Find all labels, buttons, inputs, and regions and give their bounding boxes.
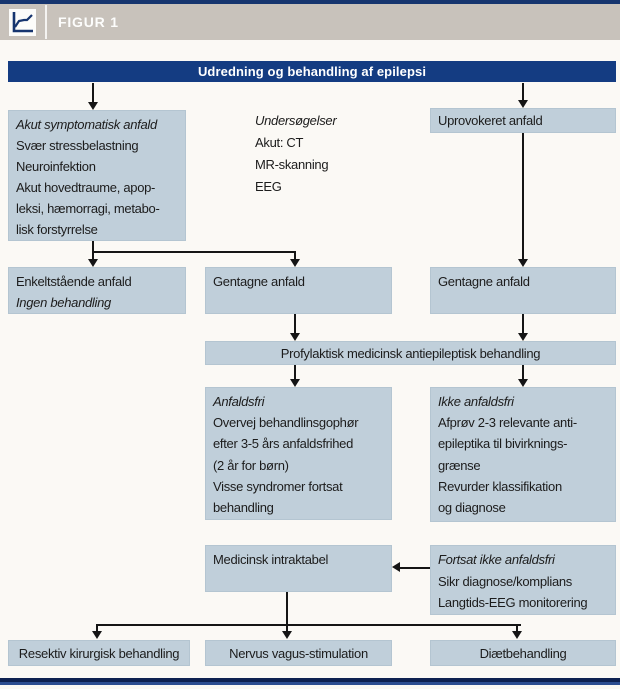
bottom-rule-blue bbox=[0, 682, 620, 685]
node-heading: Fortsat ikke anfaldsfri bbox=[438, 552, 555, 567]
node-line: Afprøv 2-3 relevante anti- bbox=[438, 415, 577, 431]
arrow-down-icon bbox=[518, 259, 528, 267]
flow-line bbox=[522, 314, 524, 333]
header-separator bbox=[45, 5, 47, 39]
node-heading: Ikke anfaldsfri bbox=[438, 394, 514, 409]
arrow-down-icon bbox=[290, 379, 300, 387]
node-line: og diagnose bbox=[438, 500, 506, 516]
node-heading: Akut symptomatisk anfald bbox=[16, 117, 157, 132]
flow-line bbox=[92, 251, 94, 259]
text-line: MR-skanning bbox=[255, 157, 329, 172]
node-line: grænse bbox=[438, 457, 481, 473]
arrow-left-icon bbox=[392, 562, 400, 572]
node-fortsat-ikke-anfaldsfri bbox=[430, 545, 616, 615]
node-label: Profylaktisk medicinsk antiepileptisk behandling bbox=[280, 346, 541, 361]
node-diaetbehandling bbox=[430, 640, 616, 666]
flow-line bbox=[522, 83, 524, 100]
flow-line bbox=[522, 365, 524, 379]
flow-line bbox=[96, 624, 521, 626]
arrow-down-icon bbox=[282, 631, 292, 639]
flow-line bbox=[522, 133, 524, 259]
node-line: (2 år for børn) bbox=[213, 457, 289, 473]
node-label: Uprovokeret anfald bbox=[438, 113, 543, 128]
arrow-down-icon bbox=[92, 631, 102, 639]
node-label: Gentagne anfald bbox=[438, 274, 530, 289]
node-line: efter 3-5 års anfaldsfrihed bbox=[213, 436, 354, 452]
node-heading: Anfaldsfri bbox=[213, 394, 265, 409]
node-line: lisk forstyrrelse bbox=[16, 222, 98, 237]
node-label: Diætbehandling bbox=[479, 646, 567, 661]
node-line: Svær stressbelastning bbox=[16, 138, 139, 153]
arrow-down-icon bbox=[290, 333, 300, 341]
text-line: EEG bbox=[255, 179, 282, 194]
flow-line bbox=[294, 365, 296, 379]
node-line: Sikr diagnose/komplians bbox=[438, 573, 573, 589]
node-label: Resektiv kirurgisk behandling bbox=[18, 646, 180, 661]
node-anfaldsfri bbox=[205, 387, 392, 520]
node-enkeltstaende-anfald bbox=[8, 267, 186, 314]
flow-line bbox=[294, 251, 296, 259]
node-line: Langtids-EEG monitorering bbox=[438, 595, 588, 610]
arrow-down-icon bbox=[290, 259, 300, 267]
arrow-down-icon bbox=[512, 631, 522, 639]
node-line: Visse syndromer fortsat bbox=[213, 478, 343, 494]
node-line: Overvej behandlinsgophør bbox=[213, 415, 359, 431]
node-label: Enkeltstående anfald bbox=[16, 274, 132, 289]
node-nervus-vagus bbox=[205, 640, 392, 666]
arrow-down-icon bbox=[518, 100, 528, 108]
flow-line bbox=[286, 592, 288, 626]
text-heading: Undersøgelser bbox=[255, 113, 337, 128]
node-resektiv-kirurgisk bbox=[8, 640, 190, 666]
node-line: Ingen behandling bbox=[16, 295, 111, 310]
flow-line bbox=[92, 251, 296, 253]
node-line: Revurder klassifikation bbox=[438, 478, 562, 494]
node-line: Neuroinfektion bbox=[16, 159, 96, 174]
arrow-down-icon bbox=[518, 379, 528, 387]
text-line: Akut: CT bbox=[255, 135, 304, 150]
flow-line bbox=[400, 567, 430, 569]
line-chart-icon bbox=[9, 9, 36, 36]
node-line: leksi, hæmorragi, metabo- bbox=[16, 201, 160, 216]
node-ikke-anfaldsfri bbox=[430, 387, 616, 522]
node-gentagne-anfald-right bbox=[430, 267, 616, 314]
flowchart-title: Udredning og behandling af epilepsi bbox=[8, 61, 616, 82]
node-label: Medicinsk intraktabel bbox=[213, 552, 329, 567]
flow-line bbox=[92, 83, 94, 103]
text-undersogelser bbox=[255, 110, 336, 198]
node-line: behandling bbox=[213, 500, 274, 516]
node-line: Akut hovedtraume, apop- bbox=[16, 180, 156, 195]
arrow-down-icon bbox=[518, 333, 528, 341]
arrow-down-icon bbox=[88, 102, 98, 110]
node-medicinsk-intraktabel bbox=[205, 545, 392, 592]
flow-line bbox=[294, 314, 296, 333]
node-gentagne-anfald-mid bbox=[205, 267, 392, 314]
node-line: epileptika til bivirknings- bbox=[438, 436, 568, 452]
arrow-down-icon bbox=[88, 259, 98, 267]
node-label: Nervus vagus-stimulation bbox=[229, 646, 368, 661]
node-akut-symptomatisk-anfald bbox=[8, 110, 186, 241]
node-label: Gentagne anfald bbox=[213, 274, 305, 289]
node-uprovokeret-anfald bbox=[430, 108, 616, 133]
node-profylaktisk-behandling bbox=[205, 341, 616, 365]
figure-label: FIGUR 1 bbox=[58, 14, 119, 30]
